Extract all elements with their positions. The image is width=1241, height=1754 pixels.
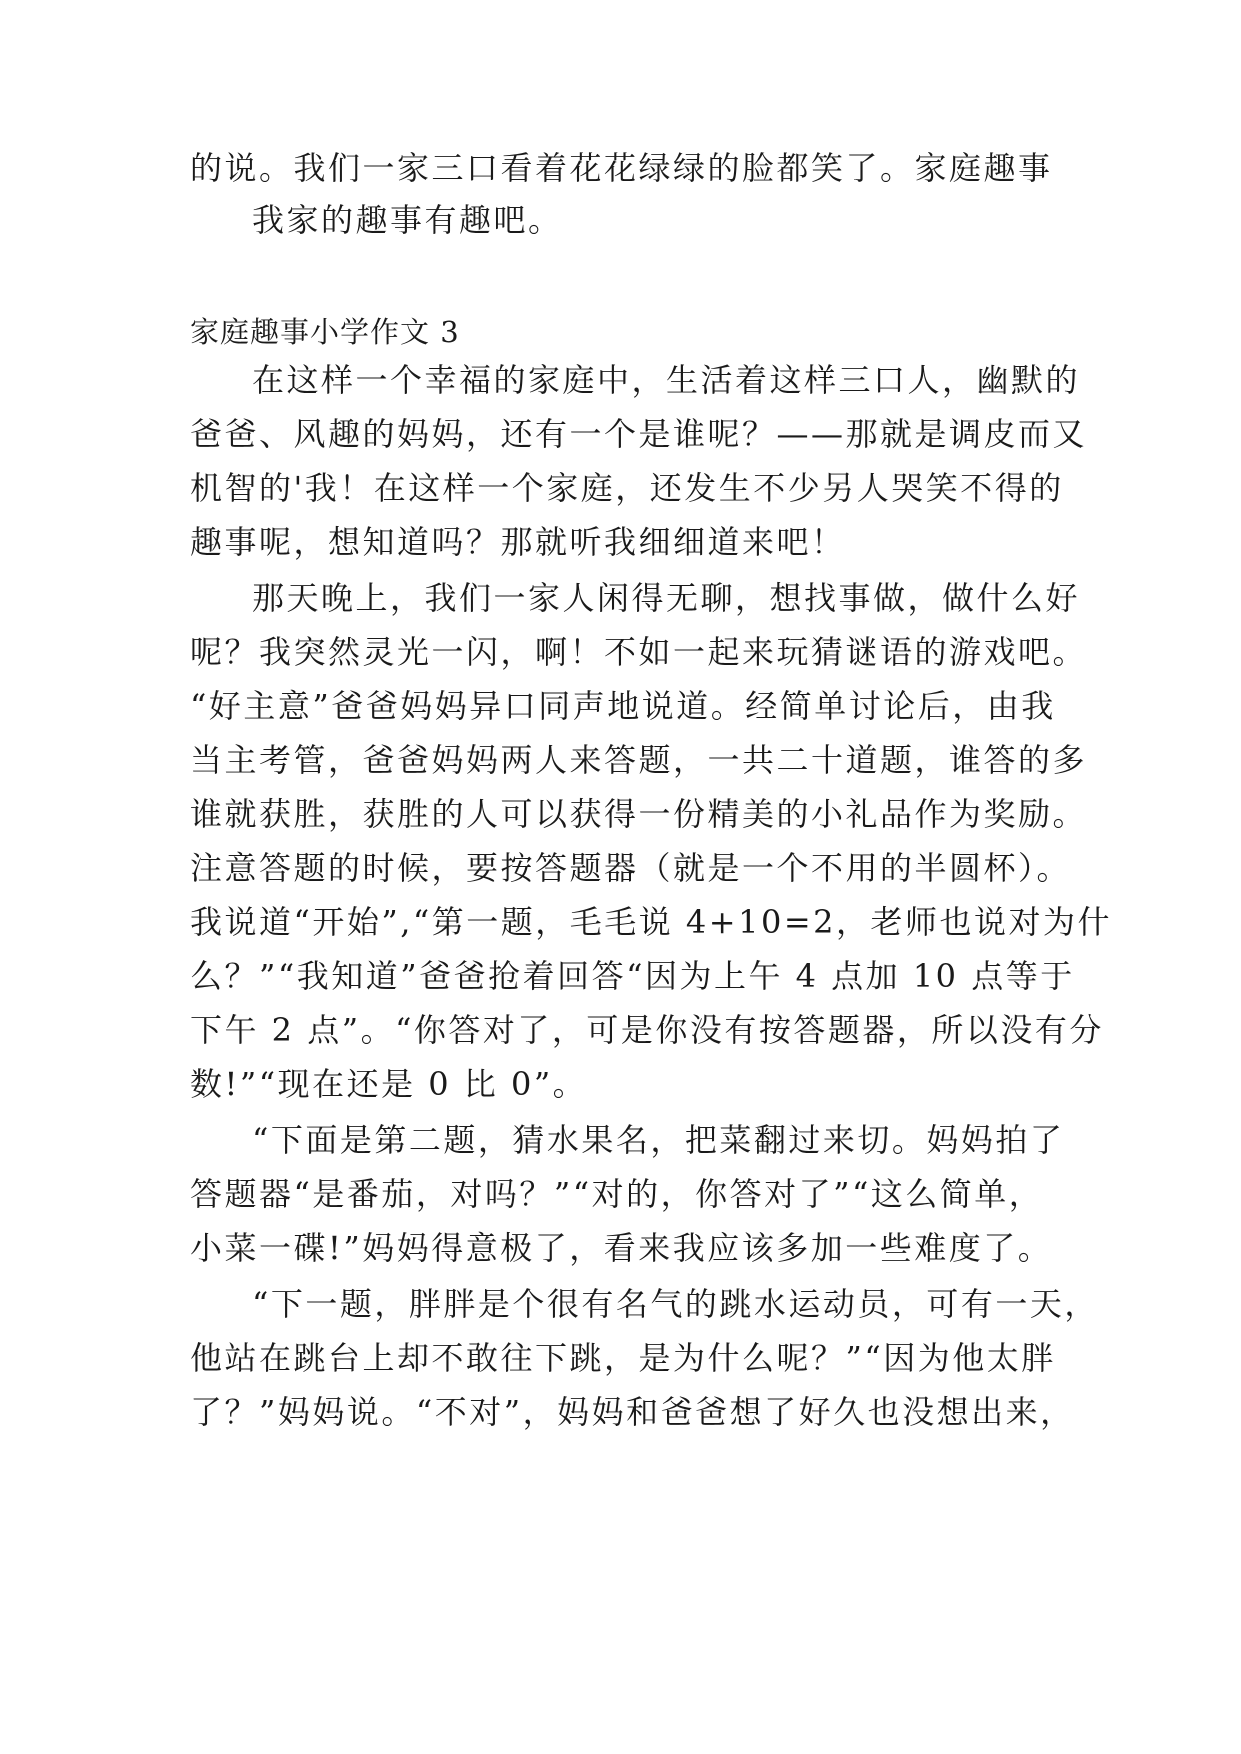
text-line: 答题器“是番茄，对吗？”“对的，你答对了”“这么简单， bbox=[190, 1175, 1044, 1213]
text-line: 的说。我们一家三口看着花花绿绿的脸都笑了。家庭趣事 bbox=[190, 149, 1053, 187]
text-line: 他站在跳台上却不敢往下跳，是为什么呢？”“因为他太胖 bbox=[190, 1339, 1056, 1377]
text-line: 爸爸、风趣的妈妈，还有一个是谁呢？——那就是调皮而又 bbox=[190, 415, 1088, 453]
text-line: 数!”“现在还是 0 比 0”。 bbox=[190, 1065, 588, 1103]
text-line: “下一题，胖胖是个很有名气的跳水运动员，可有一天， bbox=[252, 1285, 1099, 1323]
text-line: 了？”妈妈说。“不对”，妈妈和爸爸想了好久也没想出来， bbox=[190, 1393, 1075, 1431]
text-line: 在这样一个幸福的家庭中，生活着这样三口人，幽默的 bbox=[252, 361, 1081, 399]
text-line: 呢？我突然灵光一闪，啊！不如一起来玩猜谜语的游戏吧。 bbox=[190, 633, 1088, 671]
text-line: 下午 2 点”。“你答对了，可是你没有按答题器，所以没有分 bbox=[190, 1011, 1104, 1049]
text-line: 么？”“我知道”爸爸抢着回答“因为上午 4 点加 10 点等于 bbox=[190, 957, 1075, 995]
text-line: “好主意”爸爸妈妈异口同声地说道。经简单讨论后，由我 bbox=[190, 687, 1056, 725]
text-line: 趣事呢，想知道吗？那就听我细细道来吧！ bbox=[190, 523, 846, 561]
text-line: 小菜一碟!”妈妈得意极了，看来我应该多加一些难度了。 bbox=[190, 1229, 1053, 1267]
text-line: “下面是第二题，猜水果名，把菜翻过来切。妈妈拍了 bbox=[252, 1121, 1065, 1159]
text-line: 我说道“开始”,“第一题，毛毛说 4+10=2，老师也说对为什 bbox=[190, 903, 1112, 941]
text-line: 那天晚上，我们一家人闲得无聊，想找事做，做什么好 bbox=[252, 579, 1081, 617]
section-heading: 家庭趣事小学作文 3 bbox=[190, 315, 460, 349]
text-line: 机智的'我！在这样一个家庭，还发生不少另人哭笑不得的 bbox=[190, 469, 1064, 507]
text-line: 我家的趣事有趣吧。 bbox=[252, 201, 563, 239]
text-line: 注意答题的时候，要按答题器（就是一个不用的半圆杯）。 bbox=[190, 849, 1072, 887]
text-line: 当主考管，爸爸妈妈两人来答题，一共二十道题，谁答的多 bbox=[190, 741, 1088, 779]
text-line: 谁就获胜，获胜的人可以获得一份精美的小礼品作为奖励。 bbox=[190, 795, 1088, 833]
